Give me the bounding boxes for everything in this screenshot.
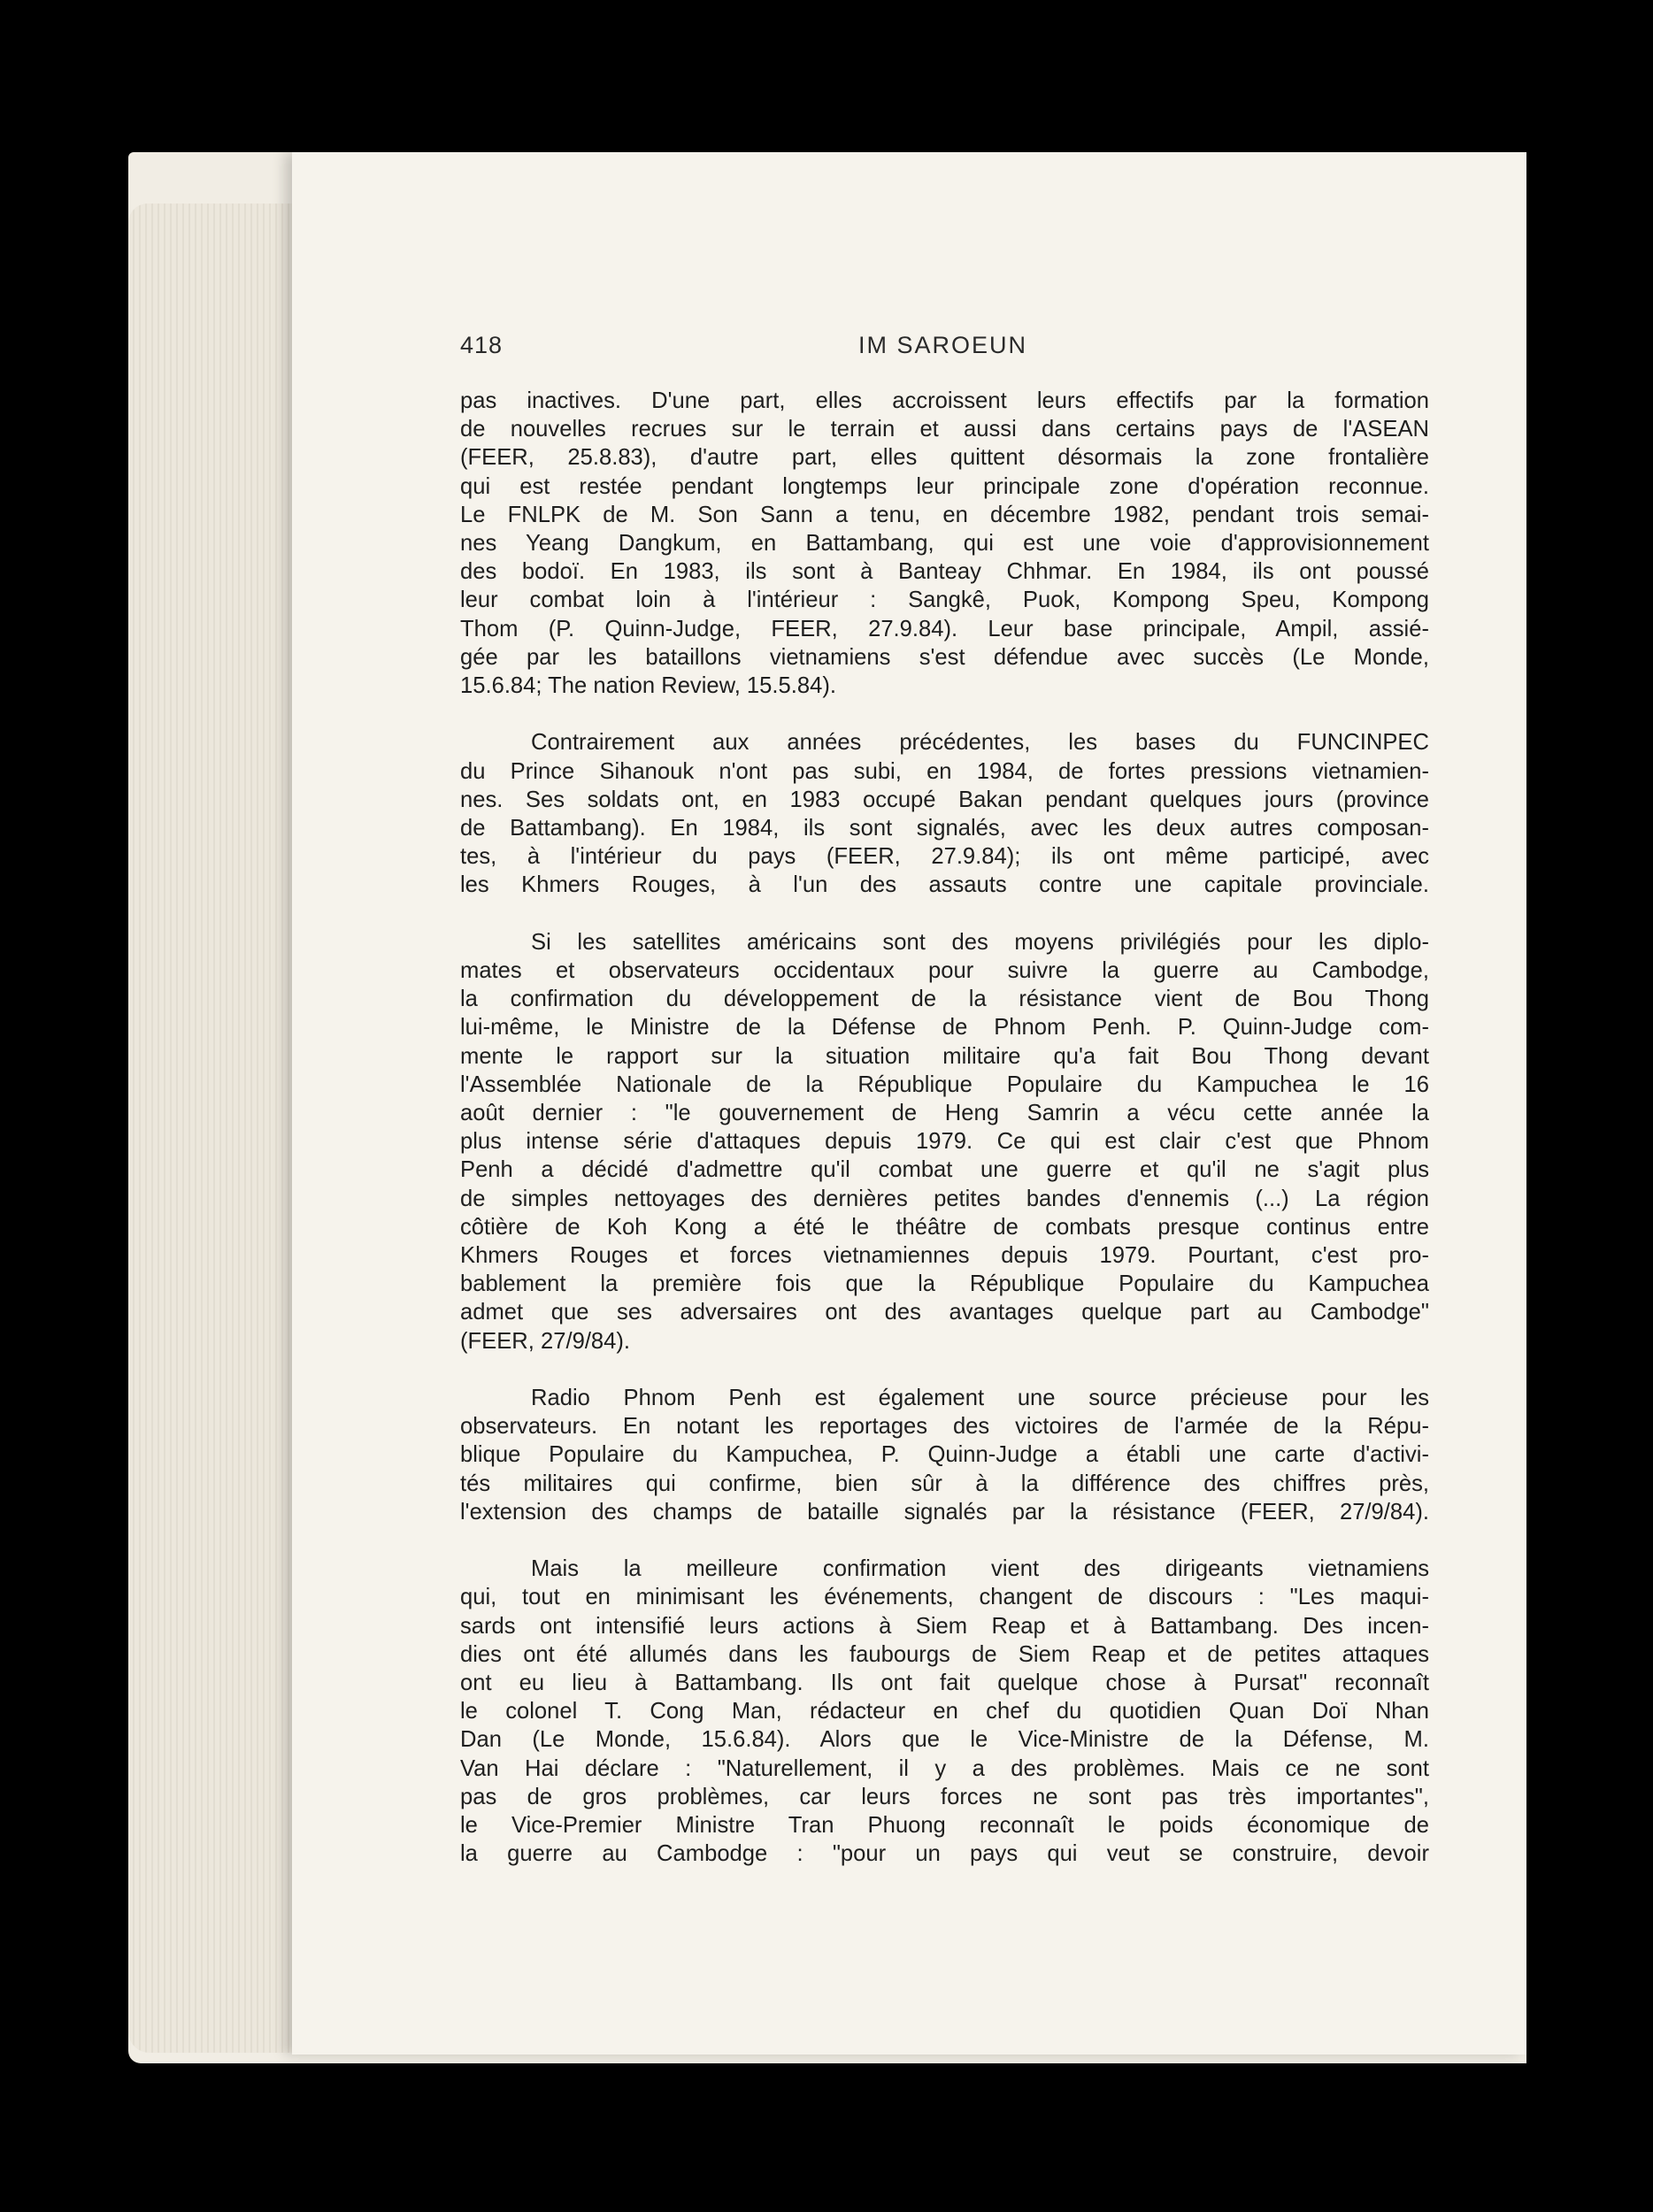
text-line: mente le rapport sur la situation militaire qu'a fait Bou Thong devant — [460, 1043, 1429, 1069]
text-line: admet que ses adversaires ont des avantages quelque part au Cambodge" — [460, 1300, 1429, 1325]
text-line: Le FNLPK de M. Son Sann a tenu, en décembre 1982, pendant trois semai- — [460, 502, 1429, 527]
running-header — [460, 332, 1429, 367]
text-line: côtière de Koh Kong a été le théâtre de combats presque continus entre — [460, 1214, 1429, 1240]
text-line: la guerre au Cambodge : "pour un pays qui veut se construire, devoir — [460, 1841, 1429, 1867]
text-line: bablement la première fois que la République Populaire du Kampuchea — [460, 1271, 1429, 1297]
text-line: pas de gros problèmes, car leurs forces ne sont pas très importantes", — [460, 1784, 1429, 1809]
text-line: Dan (Le Monde, 15.6.84). Alors que le Vice-Ministre de la Défense, M. — [460, 1727, 1429, 1753]
text-line: Thom (P. Quinn-Judge, FEER, 27.9.84). Leur base principale, Ampil, assié- — [460, 616, 1429, 641]
text-line: la confirmation du développement de la résistance vient de Bou Thong — [460, 987, 1429, 1012]
text-line: l'Assemblée Nationale de la République Populaire du Kampuchea le 16 — [460, 1071, 1429, 1097]
text-line: ont eu lieu à Battambang. Ils ont fait quelque chose à Pursat" reconnaît — [460, 1671, 1429, 1696]
text-line: blique Populaire du Kampuchea, P. Quinn-Judge a établi une carte d'activi- — [460, 1442, 1429, 1468]
text-line: sards ont intensifié leurs actions à Siem Reap et à Battambang. Des incen- — [460, 1613, 1429, 1639]
text-line: Radio Phnom Penh est également une source précieuse pour les — [531, 1386, 1429, 1411]
text-line: de Battambang). En 1984, ils sont signalés, avec les deux autres composan- — [460, 816, 1429, 841]
text-line: Contrairement aux années précédentes, les bases du FUNCINPEC — [531, 730, 1429, 756]
text-line: 15.6.84; The nation Review, 15.5.84). — [460, 673, 836, 699]
book-page-edges — [128, 204, 305, 2053]
text-line: observateurs. En notant les reportages des victoires de l'armée de la Répu- — [460, 1414, 1429, 1440]
text-line: le colonel T. Cong Man, rédacteur en chef du quotidien Quan Doï Nhan — [460, 1699, 1429, 1724]
text-line: dies ont été allumés dans les faubourgs de Siem Reap et de petites attaques — [460, 1641, 1429, 1667]
paragraph — [460, 1384, 1429, 1526]
text-line: Mais la meilleure confirmation vient des dirigeants vietnamiens — [531, 1556, 1429, 1582]
text-line: l'extension des champs de bataille signalés par la résistance (FEER, 27/9/84). — [460, 1499, 1429, 1525]
text-line: le Vice-Premier Ministre Tran Phuong reconnaît le poids économique de — [460, 1813, 1429, 1839]
text-line: du Prince Sihanouk n'ont pas subi, en 1984, de fortes pressions vietnamien- — [460, 758, 1429, 784]
text-line: gée par les bataillons vietnamiens s'est défendue avec succès (Le Monde, — [460, 644, 1429, 670]
text-line: de nouvelles recrues sur le terrain et aussi dans certains pays de l'ASEAN — [460, 417, 1429, 442]
text-line: pas inactives. D'une part, elles accroissent leurs effectifs par la formation — [460, 388, 1429, 413]
text-line: qui est restée pendant longtemps leur principale zone d'opération reconnue. — [460, 473, 1429, 499]
running-title: IM SAROEUN — [858, 332, 1028, 358]
text-line: de simples nettoyages des dernières petites bandes d'ennemis (...) La région — [460, 1186, 1429, 1211]
paragraph — [460, 387, 1429, 700]
text-line: des bodoï. En 1983, ils sont à Banteay Chhmar. En 1984, ils ont poussé — [460, 559, 1429, 585]
text-line: Si les satellites américains sont des moyens privilégiés pour les diplo- — [531, 929, 1429, 955]
paragraph — [460, 728, 1429, 899]
text-line: qui, tout en minimisant les événements, changent de discours : "Les maqui- — [460, 1585, 1429, 1610]
text-line: lui-même, le Ministre de la Défense de Phnom Penh. P. Quinn-Judge com- — [460, 1015, 1429, 1041]
text-line: Khmers Rouges et forces vietnamiennes depuis 1979. Pourtant, c'est pro- — [460, 1243, 1429, 1269]
paragraph — [460, 928, 1429, 1356]
body-text — [460, 387, 1429, 1897]
text-line: mates et observateurs occidentaux pour suivre la guerre au Cambodge, — [460, 958, 1429, 984]
text-line: tes, à l'intérieur du pays (FEER, 27.9.84); ils ont même participé, avec — [460, 844, 1429, 870]
text-line: nes. Ses soldats ont, en 1983 occupé Bakan pendant quelques jours (province — [460, 787, 1429, 812]
text-line: (FEER, 25.8.83), d'autre part, elles quittent désormais la zone frontalière — [460, 445, 1429, 471]
text-line: août dernier : "le gouvernement de Heng Samrin a vécu cette année la — [460, 1101, 1429, 1126]
text-line: leur combat loin à l'intérieur : Sangkê, Puok, Kompong Speu, Kompong — [460, 588, 1429, 613]
text-line: nes Yeang Dangkum, en Battambang, qui est une voie d'approvisionnement — [460, 531, 1429, 557]
text-line: Van Hai déclare : "Naturellement, il y a des problèmes. Mais ce ne sont — [460, 1755, 1429, 1781]
page-number: 418 — [460, 332, 504, 358]
text-line: Penh a décidé d'admettre qu'il combat une guerre et qu'il ne s'agit plus — [460, 1157, 1429, 1183]
text-line: plus intense série d'attaques depuis 1979. Ce qui est clair c'est que Phnom — [460, 1129, 1429, 1155]
text-line: les Khmers Rouges, à l'un des assauts contre une capitale provinciale. — [460, 872, 1429, 898]
paragraph — [460, 1555, 1429, 1868]
text-line: (FEER, 27/9/84). — [460, 1328, 631, 1354]
text-line: tés militaires qui confirme, bien sûr à la différence des chiffres près, — [460, 1471, 1429, 1496]
